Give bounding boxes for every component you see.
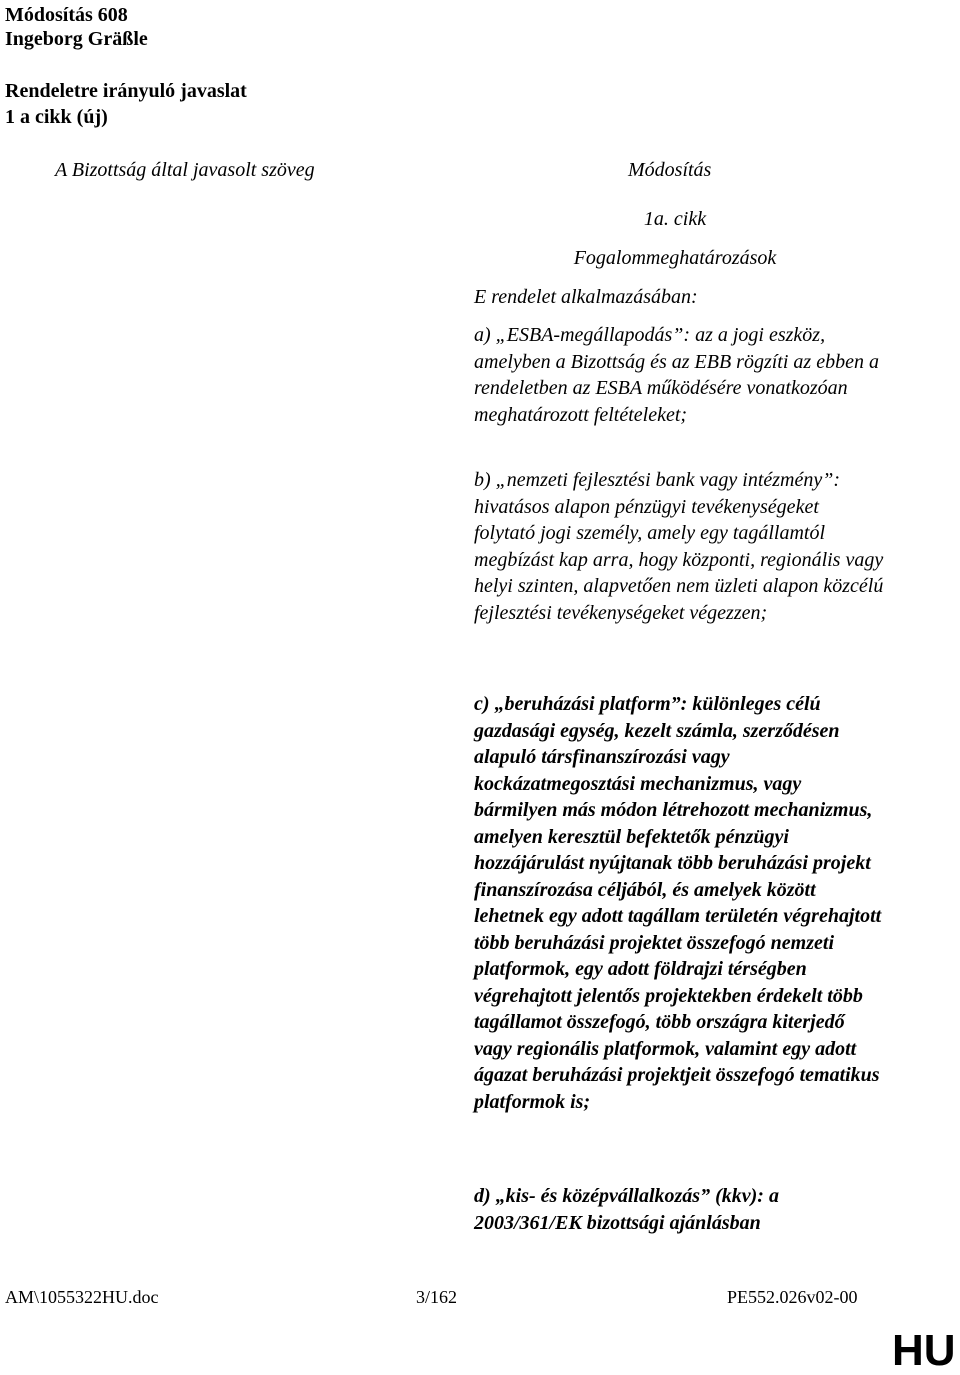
language-code: HU bbox=[892, 1326, 956, 1375]
definition-point-b: b) „nemzeti fejlesztési bank vagy intézmény”: hivatásos alapon pénzügyi tevékenységeket folytató jogi személy, amely egy tagállamtól megbízást kap arra, hogy központi, regionális vagy helyi szinten, alapvetően nem üzleti alapon közcélú fejlesztési tevékenységeket végezzen; bbox=[474, 469, 884, 624]
article-intro: E rendelet alkalmazásában: bbox=[474, 286, 698, 308]
definition-point-a: a) „ESBA-megállapodás”: az a jogi eszköz, amelyben a Bizottság és az EBB rögzíti az ebben a rendeletben az ESBA működésére vonatkozóan meghatározott feltételeket; bbox=[474, 324, 879, 426]
amendment-number: Módosítás 608 bbox=[5, 4, 128, 26]
amendment-author: Ingeborg Gräßle bbox=[5, 28, 148, 50]
left-column-heading: A Bizottság által javasolt szöveg bbox=[55, 159, 315, 181]
right-column-heading: Módosítás bbox=[628, 159, 712, 181]
article-title: Fogalommeghatározások bbox=[573, 247, 777, 269]
proposal-label: Rendeletre irányuló javaslat bbox=[5, 80, 247, 102]
pe-reference: PE552.026v02-00 bbox=[727, 1287, 858, 1307]
document-reference: AM\1055322HU.doc bbox=[5, 1287, 159, 1307]
page-number: 3/162 bbox=[416, 1287, 458, 1307]
article-reference: 1 a cikk (új) bbox=[5, 106, 108, 128]
article-number: 1a. cikk bbox=[643, 208, 707, 230]
definition-point-c: c) „beruházási platform”: különleges célú gazdasági egység, kezelt számla, szerződésen alapuló társfinanszírozási vagy kockázatmegosztási mechanizmus, vagy bármilyen más módon létrehozott mechanizmus, amelyen keresztül befektetők pénzügyi hozzájárulást nyújtanak több beruházási projekt finanszírozása céljából, és amelyek között lehetnek egy adott tagállam területén végrehajtott több beruházási projektet összefogó nemzeti platformok, egy adott földrajzi térségben végrehajtott jelentős projektekben érdekelt több tagállamot összefogó, több országra kiterjedő vagy regionális platformok, valamint egy adott ágazat beruházási projektjeit összefogó tematikus platformok is; bbox=[474, 693, 882, 1113]
definition-point-d: d) „kis- és középvállalkozás” (kkv): a 2003/361/EK bizottsági ajánlásban bbox=[474, 1185, 779, 1234]
